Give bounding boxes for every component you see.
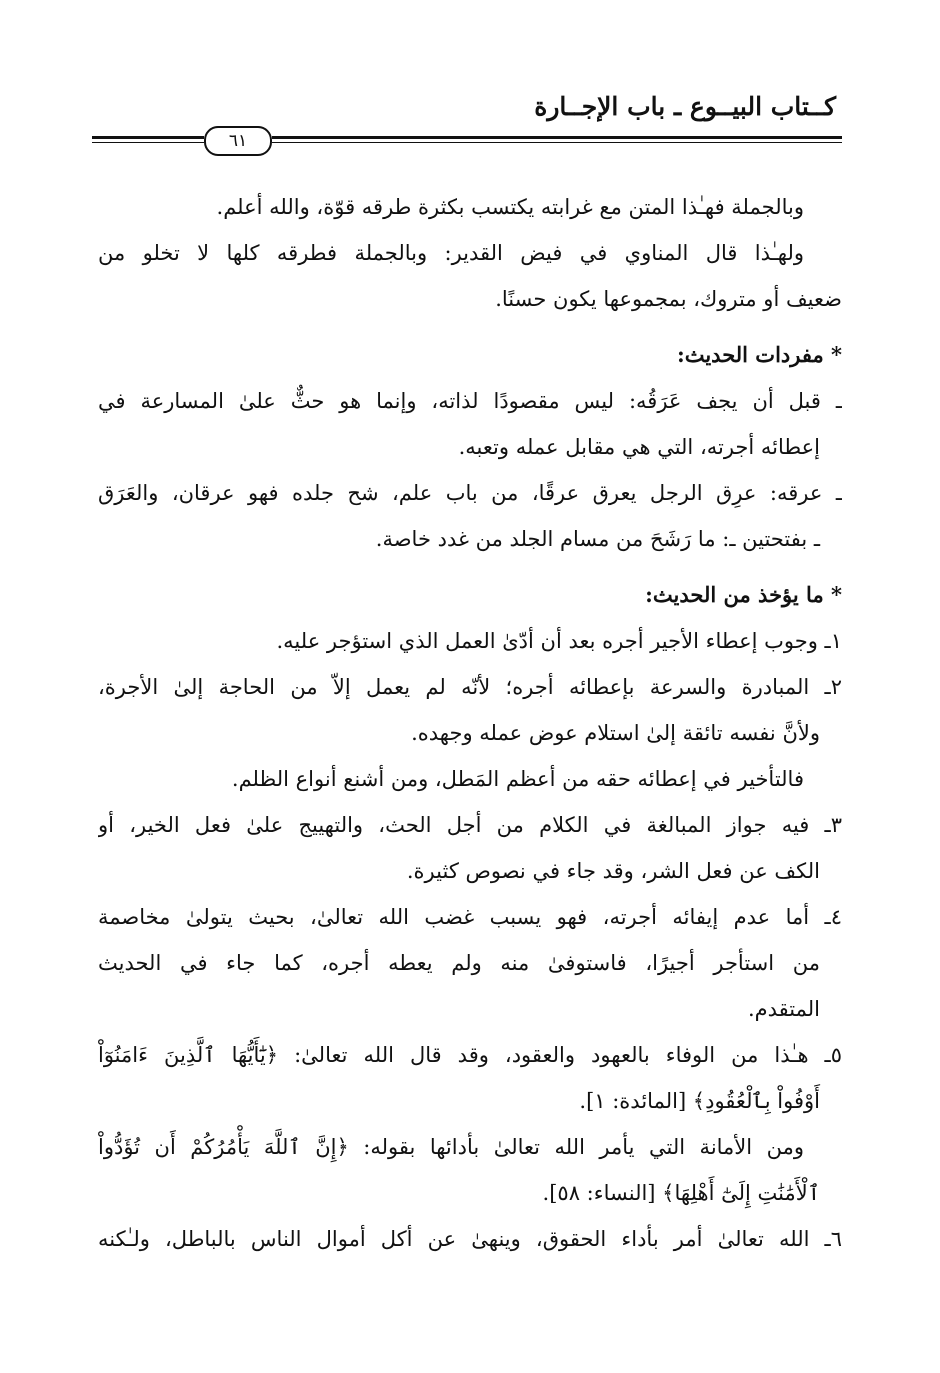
page-body: [98, 184, 842, 1262]
text-line: ـ عرقه: عرِق الرجل يعرق عرقًا، من باب علم، شح جلده فهو عرقان، والعَرَق: [98, 481, 842, 505]
page-number: ٦١: [204, 126, 272, 156]
text-line: ولأنَّ نفسه تائقة إلىٰ استلام عوض عمله وجهده.: [411, 721, 820, 745]
text-line: إعطائه أجرته، التي هي مقابل عمله وتعبه.: [458, 435, 820, 459]
rule-line: [92, 142, 204, 143]
text-line: ٣ـ فيه جواز المبالغة في الكلام من أجل الحث، والتهييج علىٰ فعل الخير، أو: [98, 813, 842, 837]
text-line: ومن الأمانة التي يأمر الله تعالىٰ بأدائها بقوله: ﴿إِنَّ ٱللَّهَ يَأْمُرُكُمْ أَن تُؤَدُّواْ: [98, 1135, 804, 1159]
rule-line: [272, 136, 842, 139]
text-line: وبالجملة فهـٰذا المتن مع غرابته يكتسب بكثرة طرقه قوّة، والله أعلم.: [216, 195, 804, 219]
text-line: الكف عن فعل الشر، وقد جاء في نصوص كثيرة.: [406, 859, 820, 883]
text-line: ٥ـ هـٰذا من الوفاء بالعهود والعقود، وقد قال الله تعالىٰ: ﴿يَٰٓأَيُّهَا ٱلَّذِينَ ءَامَنُوٓاْ: [98, 1043, 842, 1067]
text-line: ٱلْأَمَٰنَٰتِ إِلَىٰٓ أَهْلِهَا﴾ [النساء: ٥٨].: [542, 1181, 820, 1205]
header-rule: [92, 126, 842, 156]
text-line: ـ قبل أن يجف عَرَقُه: ليس مقصودًا لذاته، وإنما هو حثٌّ علىٰ المسارعة في: [98, 389, 842, 413]
text-line: ٦ـ الله تعالىٰ أمر بأداء الحقوق، وينهىٰ عن أكل أموال الناس بالباطل، ولـٰكنه: [98, 1227, 842, 1251]
section-heading: * مفردات الحديث:: [676, 342, 842, 367]
text-line: فالتأخير في إعطائه حقه من أعظم المَطل، ومن أشنع أنواع الظلم.: [231, 767, 804, 791]
text-line: من استأجر أجيرًا، فاستوفىٰ منه ولم يعطه أجره، كما جاء في الحديث: [98, 951, 820, 975]
section-heading: * ما يؤخذ من الحديث:: [645, 582, 842, 607]
text-line: المتقدم.: [747, 997, 820, 1021]
rule-line: [272, 142, 842, 143]
running-title: كــتاب البيــوع ـ باب الإجــارة: [534, 92, 836, 121]
text-line: ٤ـ أما عدم إيفائه أجرته، فهو يسبب غضب الله تعالىٰ، بحيث يتولىٰ مخاصمة: [98, 905, 842, 929]
text-line: أَوْفُواْ بِٱلْعُقُودِ﴾ [المائدة: ١].: [579, 1089, 820, 1113]
text-line: ١ـ وجوب إعطاء الأجير أجره بعد أن أدّىٰ العمل الذي استؤجر عليه.: [276, 629, 842, 653]
text-line: ٢ـ المبادرة والسرعة بإعطائه أجره؛ لأنّه لم يعمل إلاّ من الحاجة إلىٰ الأجرة،: [98, 675, 842, 699]
text-line: ضعيف أو متروك، بمجموعها يكون حسنًا.: [495, 287, 842, 311]
rule-line: [92, 136, 204, 139]
text-line: ـ بفتحتين ـ: ما رَشَحَ من مسام الجلد من غدد خاصة.: [375, 527, 820, 551]
text-line: ولهـٰذا قال المناوي في فيض القدير: وبالجملة فطرقه كلها لا تخلو من: [98, 241, 804, 265]
